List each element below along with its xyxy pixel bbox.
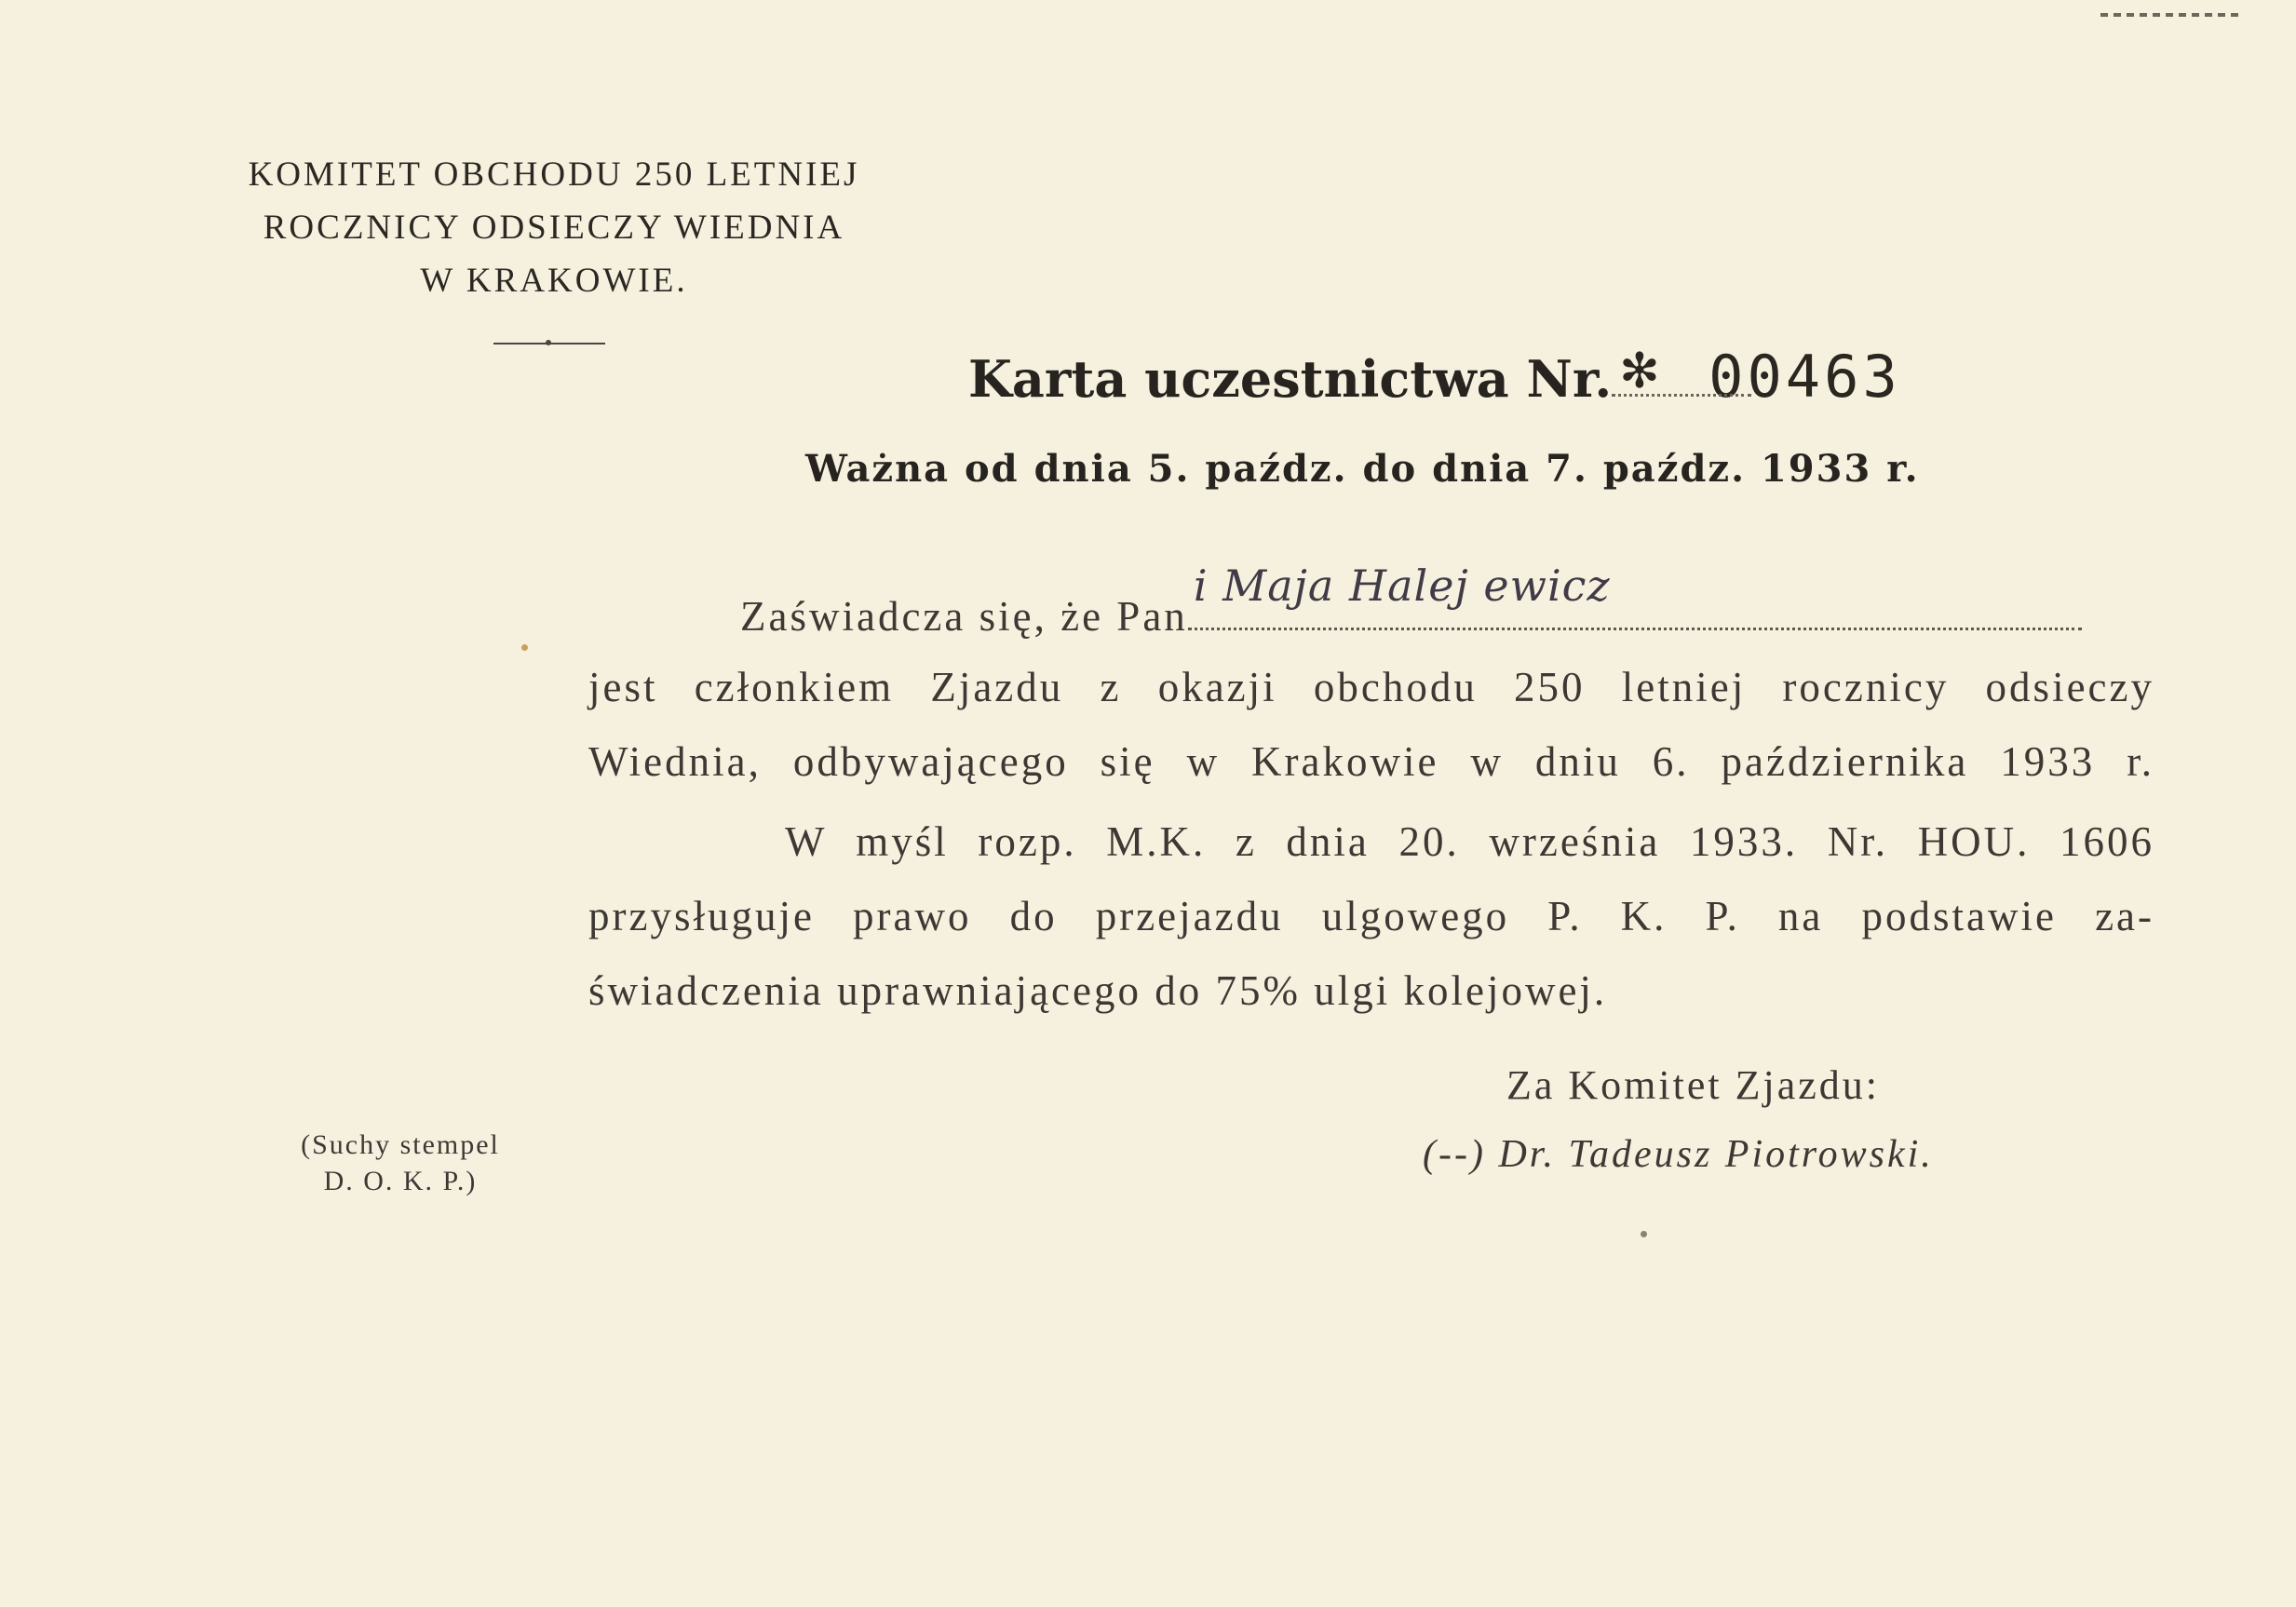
edge-mark	[2100, 13, 2240, 17]
star-mark: ✻	[1619, 344, 1660, 399]
paper-speck	[521, 644, 528, 651]
certificate-intro: Zaświadcza się, że Pan	[740, 593, 1188, 640]
stamp-line-1: (Suchy stempel	[301, 1129, 500, 1160]
card-number: 00463	[1708, 343, 1901, 411]
certificate-line-4-text: W myśl rozp. M.K. z dnia 20. września 1933. Nr. HOU. 1606	[785, 818, 2154, 865]
name-dotted-field	[1188, 560, 2082, 630]
validity-line: Ważna od dnia 5. paźdz. do dnia 7. paźdz. 1933 r.	[805, 447, 1920, 491]
header-line-1: KOMITET OBCHODU 250 LETNIEJ	[248, 155, 860, 194]
certificate-line-5: przysługuje prawo do przejazdu ulgowego P. K. P. na podstawie za-	[588, 893, 2154, 939]
signature-name: (--) Dr. Tadeusz Piotrowski.	[1423, 1133, 1934, 1176]
number-dotted-field	[1612, 344, 1751, 399]
title-label: Karta uczestnictwa Nr.	[968, 349, 1613, 409]
certificate-line-6: świadczenia uprawniającego do 75% ulgi kolejowej.	[588, 967, 1608, 1014]
card-title	[968, 343, 1901, 411]
committee-header	[191, 149, 917, 308]
stamp-line-2: D. O. K. P.)	[323, 1166, 478, 1196]
certificate-intro-line	[740, 560, 2296, 641]
header-line-2: ROCZNICY ODSIECZY WIEDNIA	[263, 208, 845, 247]
header-divider	[493, 343, 605, 344]
certificate-line-3: Wiednia, odbywającego się w Krakowie w dniu 6. października 1933 r.	[588, 738, 2154, 785]
dry-stamp-note	[261, 1127, 540, 1199]
certificate-line-2: jest członkiem Zjazdu z okazji obchodu 250 letniej rocznicy odsieczy	[588, 664, 2154, 710]
header-line-3: W KRAKOWIE.	[420, 261, 688, 300]
handwritten-name: i Maja Halej ewicz	[1193, 560, 1611, 611]
certificate-line-4	[785, 817, 2154, 866]
signature-heading: Za Komitet Zjazdu:	[1506, 1062, 1880, 1108]
paper-speck	[1641, 1231, 1647, 1237]
